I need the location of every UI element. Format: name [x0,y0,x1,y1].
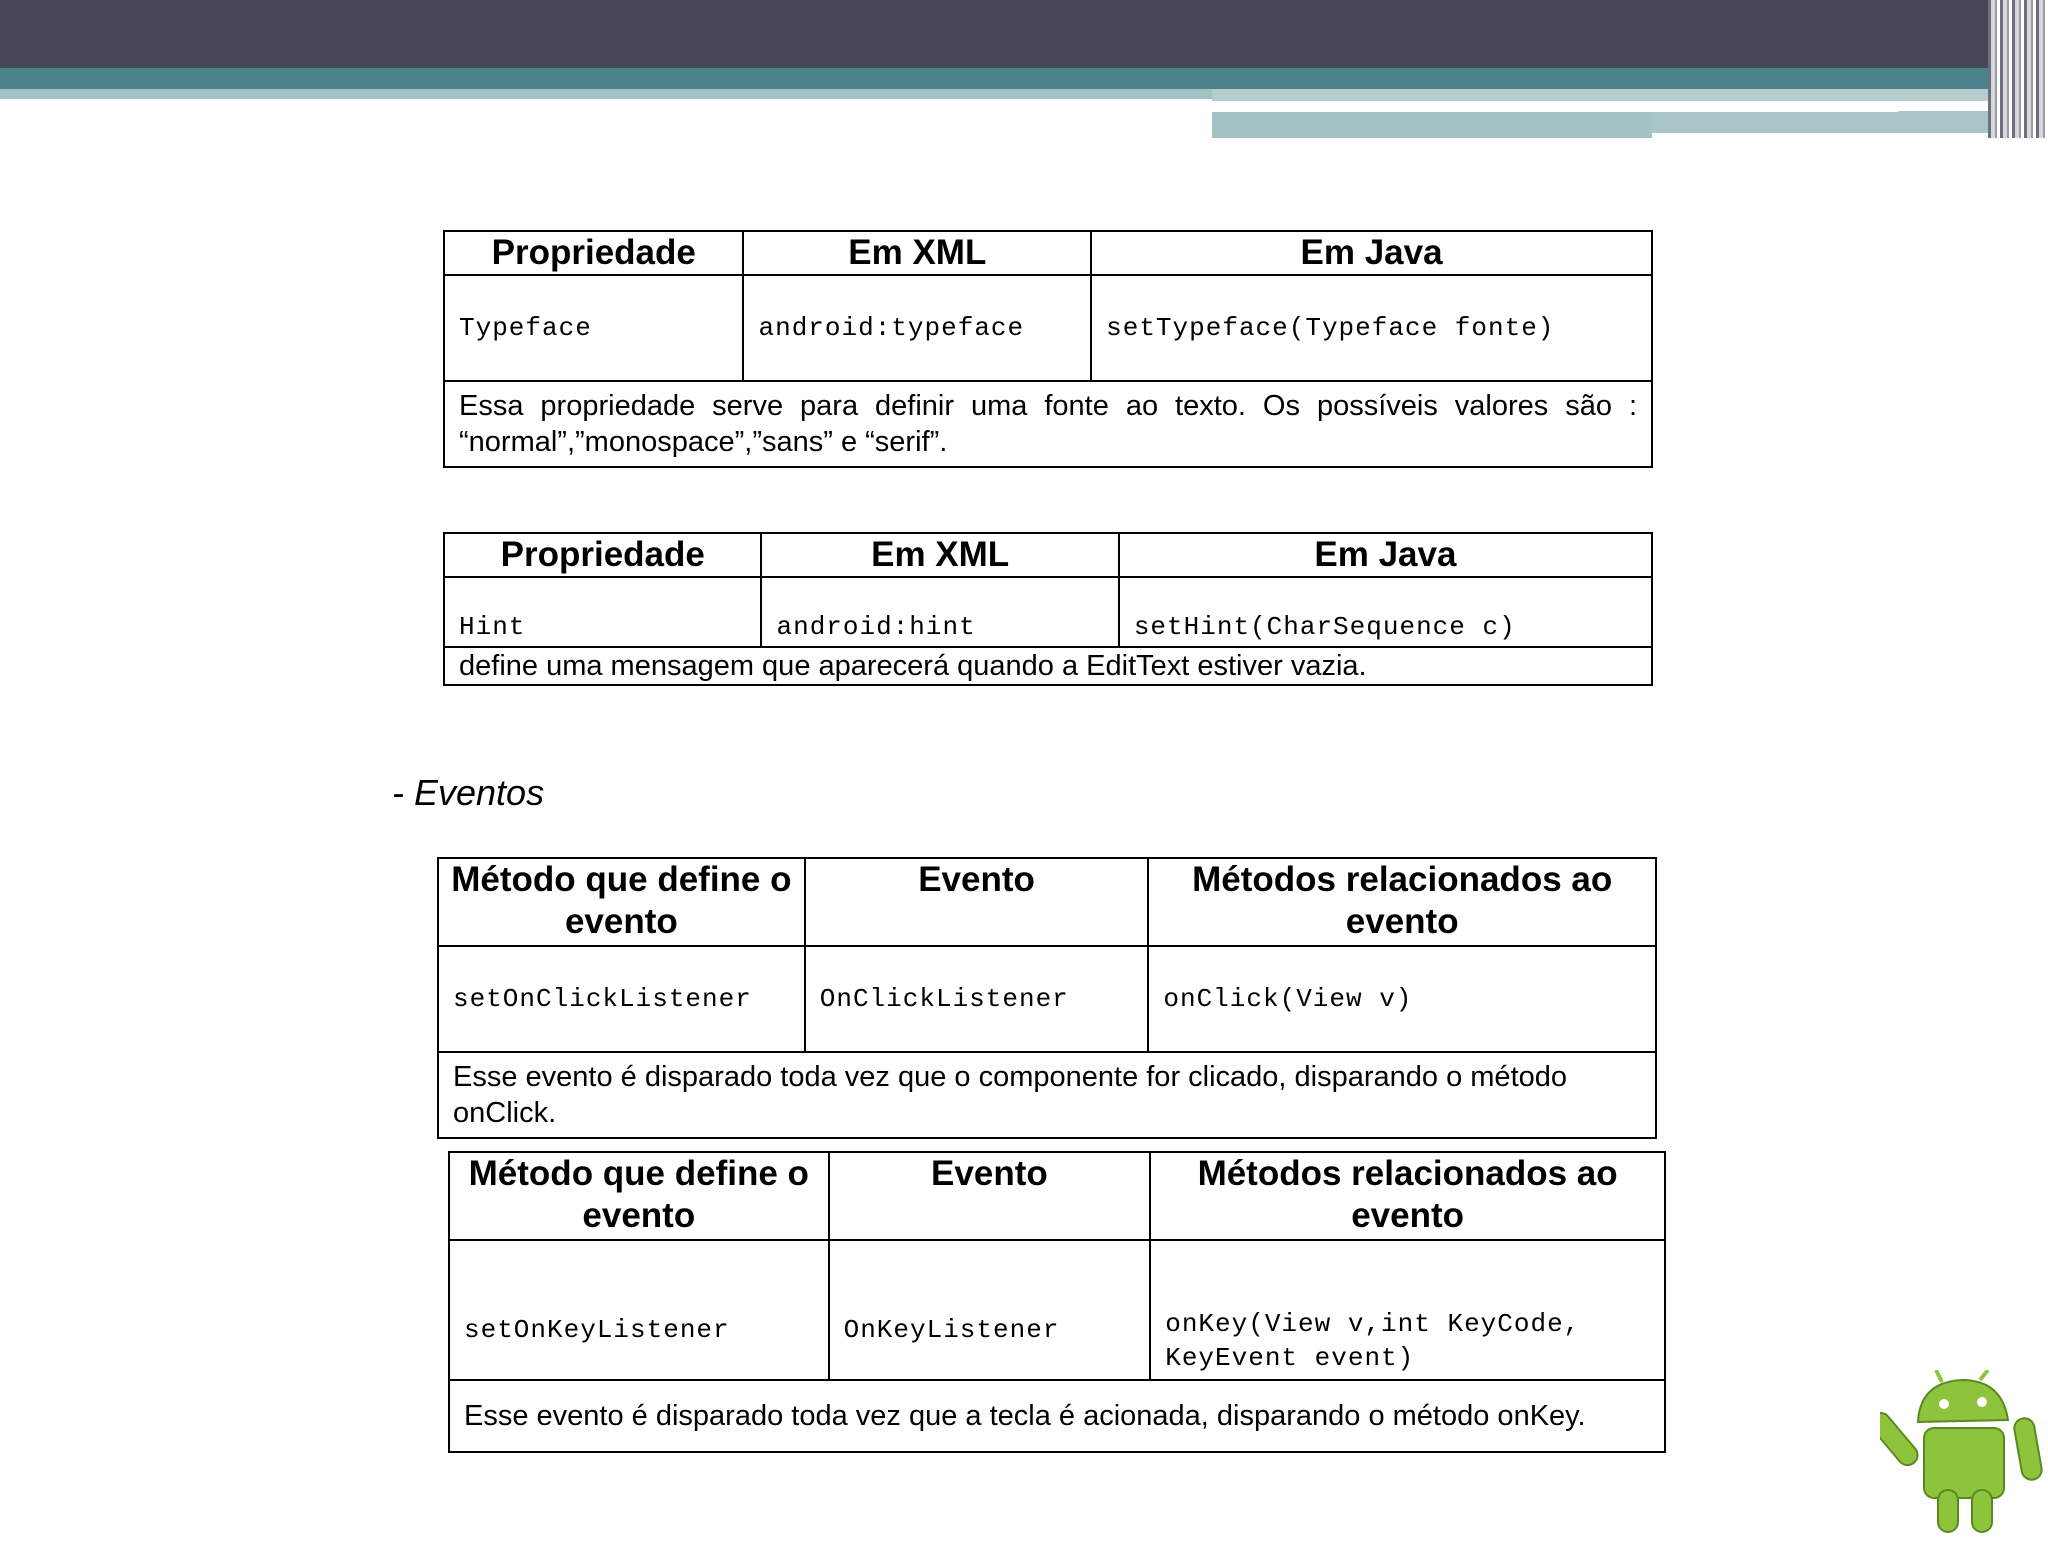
table-header-row [444,231,1652,275]
header-cell: Evento [805,858,1149,946]
description-cell: Esse evento é disparado toda vez que o componente for clicado, disparando o método onClick. [438,1052,1656,1138]
header-cell: Propriedade [444,231,743,275]
property-cell: Typeface [444,275,743,381]
event-table-onkey [448,1151,1666,1453]
header-cell: Propriedade [444,533,761,577]
header-cell: Método que define o evento [438,858,805,946]
event-table-onclick [437,857,1657,1139]
header-cell: Evento [829,1152,1151,1240]
java-cell: setTypeface(Typeface fonte) [1091,275,1652,381]
event-cell: OnKeyListener [829,1240,1151,1380]
header-cell: Em Java [1119,533,1652,577]
header-cell: Em XML [743,231,1091,275]
table-description-row [449,1380,1665,1452]
header-cell: Em XML [761,533,1118,577]
description-cell: define uma mensagem que aparecerá quando a EditText estiver vazia. [444,647,1652,685]
table-row [438,946,1656,1052]
table-description-row [438,1052,1656,1138]
header-divider [1212,107,1898,112]
header-cell: Em Java [1091,231,1652,275]
header-cell: Métodos relacionados ao evento [1150,1152,1665,1240]
property-table-hint [443,532,1653,686]
header-bar-pale [1212,89,1988,101]
property-table-typeface [443,230,1653,468]
header-stripes [1988,0,2048,138]
header-bar-pale [1212,111,1652,138]
xml-cell: android:typeface [743,275,1091,381]
table-row [449,1240,1665,1380]
header-bar-dark [0,0,1988,68]
table-row [444,275,1652,381]
table-header-row [444,533,1652,577]
header-bar-pale [0,89,1212,99]
event-cell: OnClickListener [805,946,1149,1052]
related-methods-cell: onClick(View v) [1148,946,1656,1052]
table-header-row [449,1152,1665,1240]
header-bar-pale [1652,111,1988,133]
related-methods-cell: onKey(View v,int KeyCode, KeyEvent event) [1150,1240,1665,1380]
header-cell: Método que define o evento [449,1152,829,1240]
property-cell: Hint [444,577,761,647]
method-cell: setOnKeyListener [449,1240,829,1380]
method-cell: setOnClickListener [438,946,805,1052]
section-heading: - Eventos [392,772,545,813]
table-description-row [444,381,1652,467]
android-robot-icon [1880,1370,2048,1536]
table-description-row [444,647,1652,685]
description-cell: Esse evento é disparado toda vez que a tecla é acionada, disparando o método onKey. [449,1380,1665,1452]
java-cell: setHint(CharSequence c) [1119,577,1652,647]
xml-cell: android:hint [761,577,1118,647]
table-row [444,577,1652,647]
description-cell: Essa propriedade serve para definir uma fonte ao texto. Os possíveis valores são : “normal”,”monospace”,”sans” e “serif”. [444,381,1652,467]
table-header-row [438,858,1656,946]
header-cell: Métodos relacionados ao evento [1148,858,1656,946]
header-bar-teal [0,68,1988,89]
